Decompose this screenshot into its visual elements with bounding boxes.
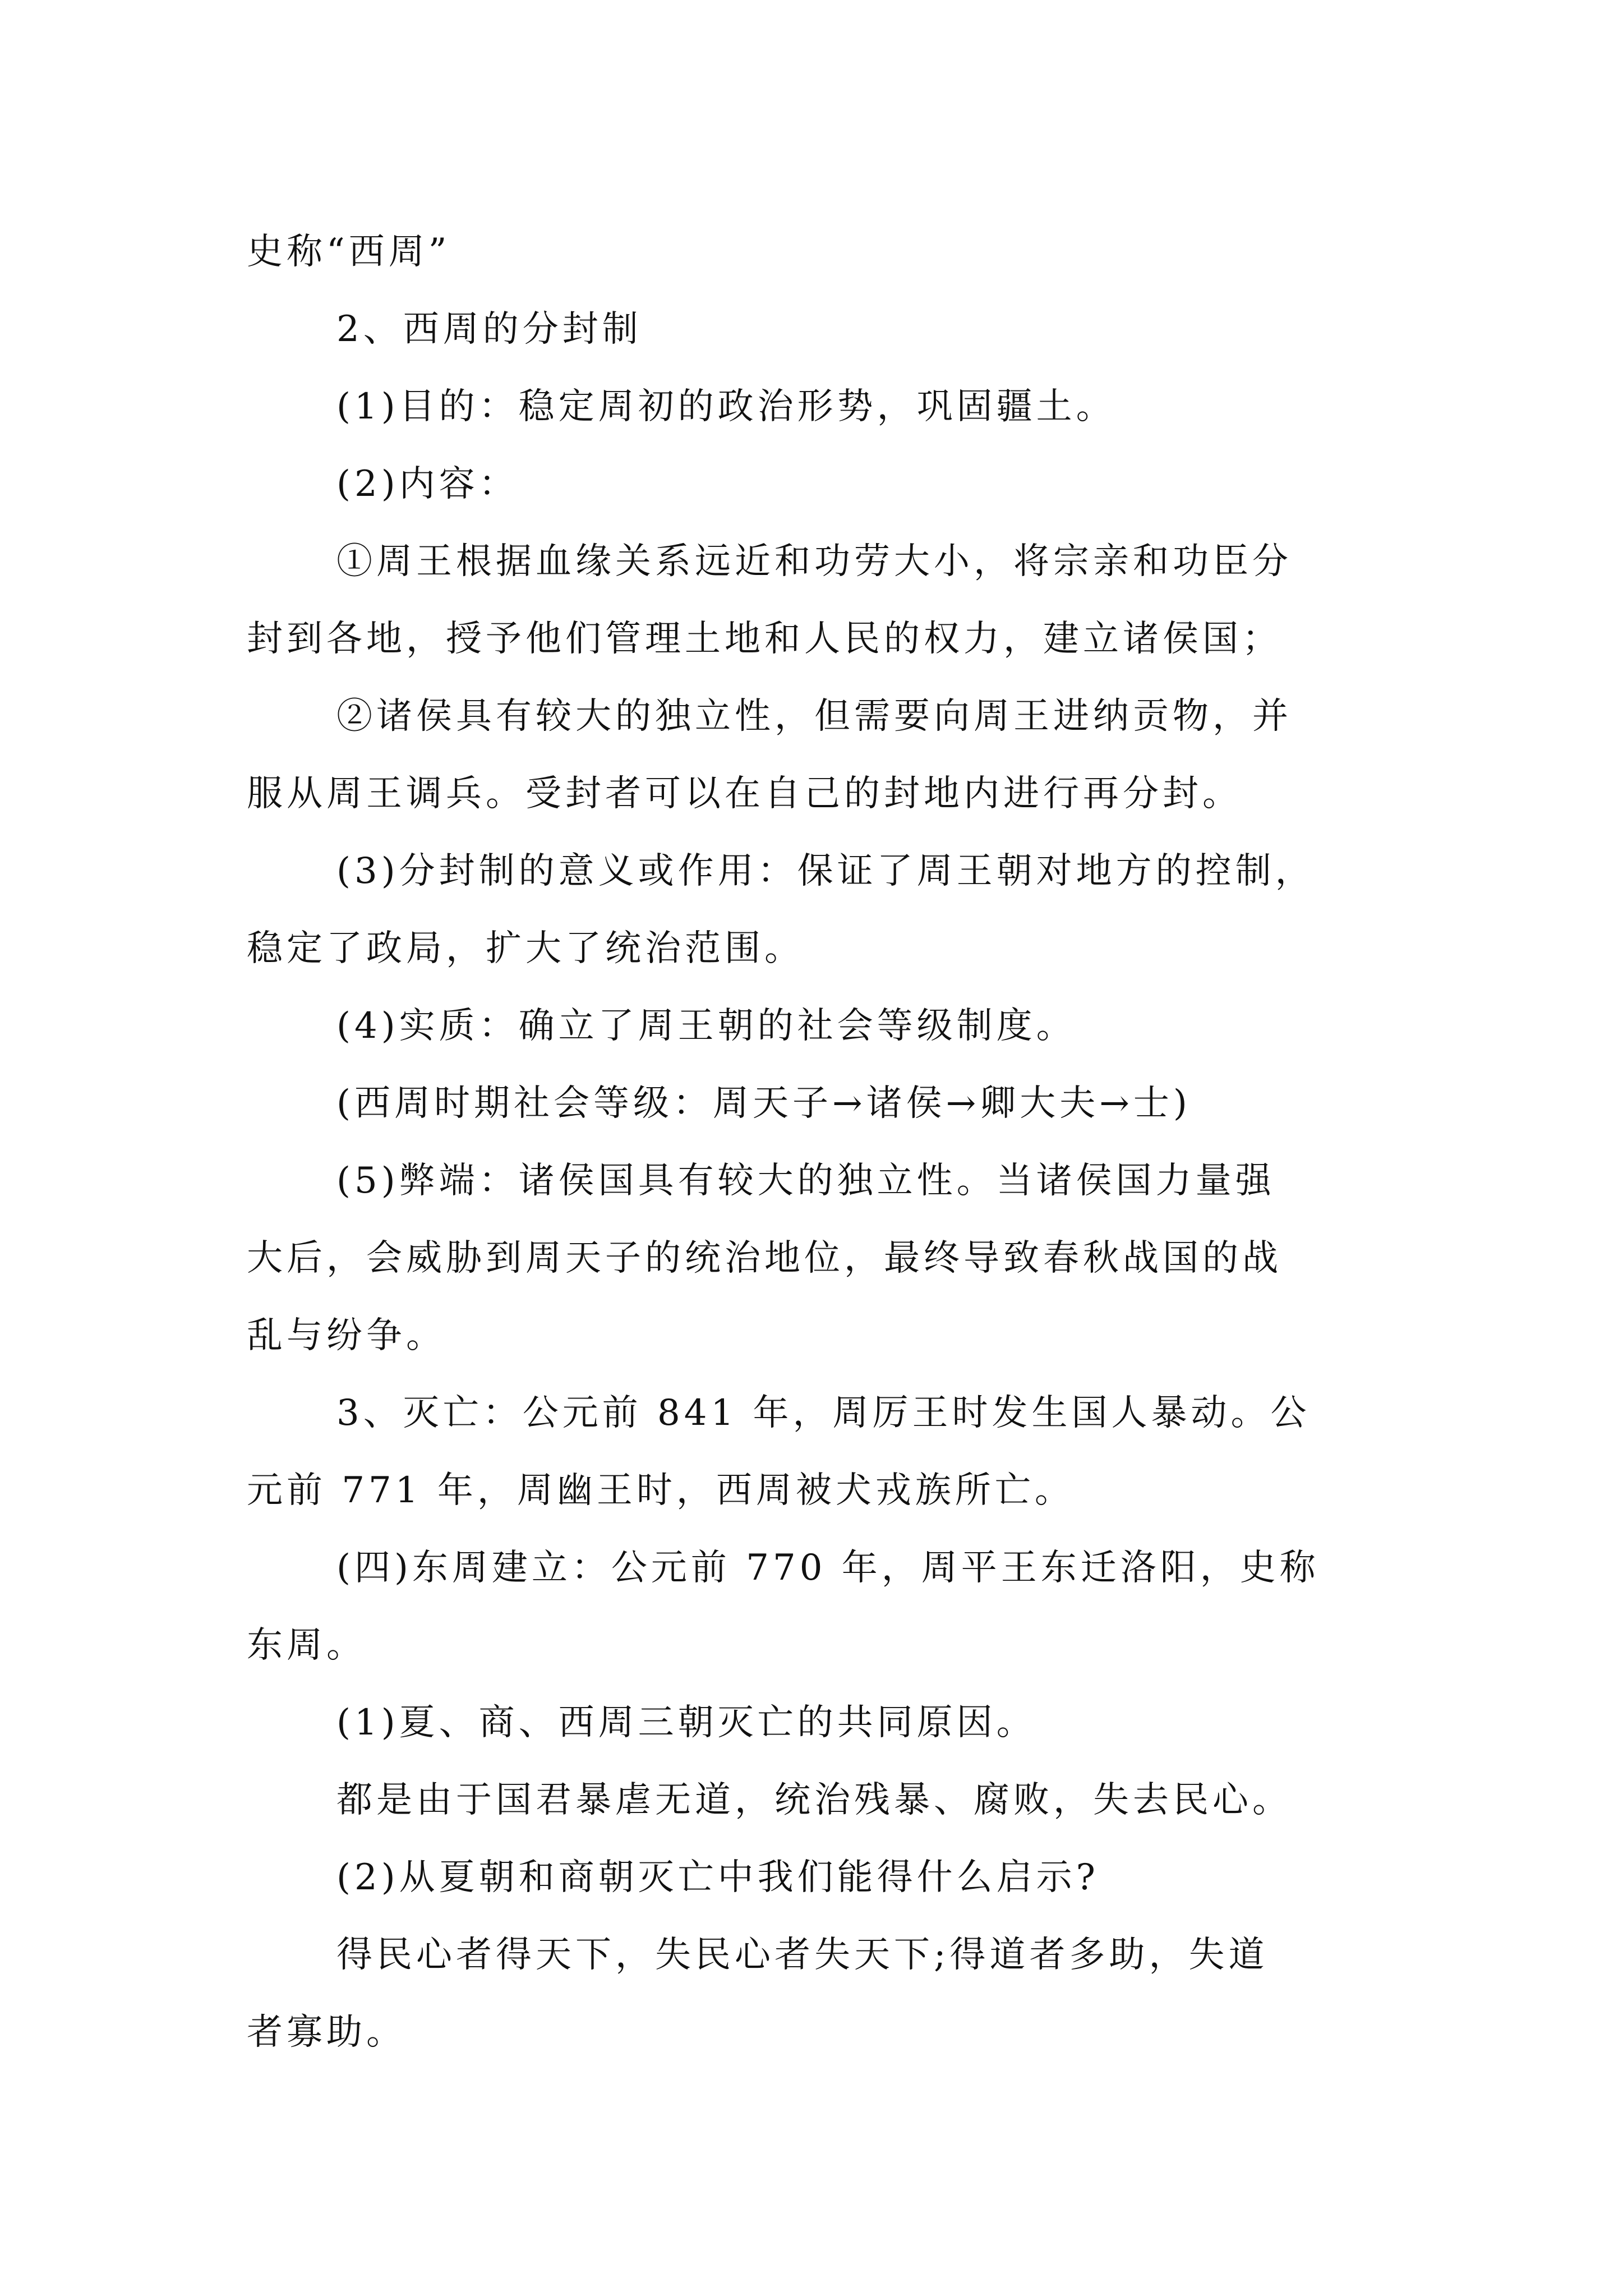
section-heading-enfeoffment: 2、西周的分封制 [336,309,642,350]
section-heading-eastern-zhou: (四)东周建立：公元前 770 年，周平王东迁洛阳，史称 [336,1547,1320,1589]
text-line: (3)分封制的意义或作用：保证了周王朝对地方的控制， [336,850,1315,892]
section-heading-fall: 3、灭亡：公元前 841 年，周厉王时发生国人暴动。公 [336,1392,1311,1434]
text-line: 东周。 [247,1625,366,1666]
text-line: 得民心者得天下，失民心者失天下;得道者多助，失道 [336,1934,1269,1976]
text-line: ①周王根据血缘关系远近和功劳大小，将宗亲和功臣分 [336,541,1292,582]
text-line: 元前 771 年，周幽王时，西周被犬戎族所亡。 [247,1470,1075,1511]
text-line: 都是由于国君暴虐无道，统治残暴、腐败，失去民心。 [336,1779,1292,1821]
text-line: 封到各地，授予他们管理土地和人民的权力，建立诸侯国； [247,618,1282,660]
text-line: 乱与纷争。 [247,1315,446,1356]
text-line: 大后，会威胁到周天子的统治地位，最终导致春秋战国的战 [247,1237,1282,1279]
document-body [247,213,1385,2071]
text-line: (2)内容： [336,463,519,505]
text-line: (5)弊端：诸侯国具有较大的独立性。当诸侯国力量强 [336,1160,1275,1202]
text-line: (2)从夏朝和商朝灭亡中我们能得什么启示? [336,1857,1099,1898]
text-line: (1)夏、商、西周三朝灭亡的共同原因。 [336,1702,1036,1743]
text-line: 者寡助。 [247,2012,406,2053]
text-line: (西周时期社会等级：周天子→诸侯→卿大夫→士) [336,1083,1191,1124]
text-line: 服从周王调兵。受封者可以在自己的封地内进行再分封。 [247,773,1242,815]
text-line: (1)目的：稳定周初的政治形势，巩固疆土。 [336,386,1116,427]
text-line: ②诸侯具有较大的独立性，但需要向周王进纳贡物，并 [336,696,1292,737]
text-line: 史称“西周” [247,231,451,273]
text-line: 稳定了政局，扩大了统治范围。 [247,928,804,969]
text-line: (4)实质：确立了周王朝的社会等级制度。 [336,1005,1076,1047]
